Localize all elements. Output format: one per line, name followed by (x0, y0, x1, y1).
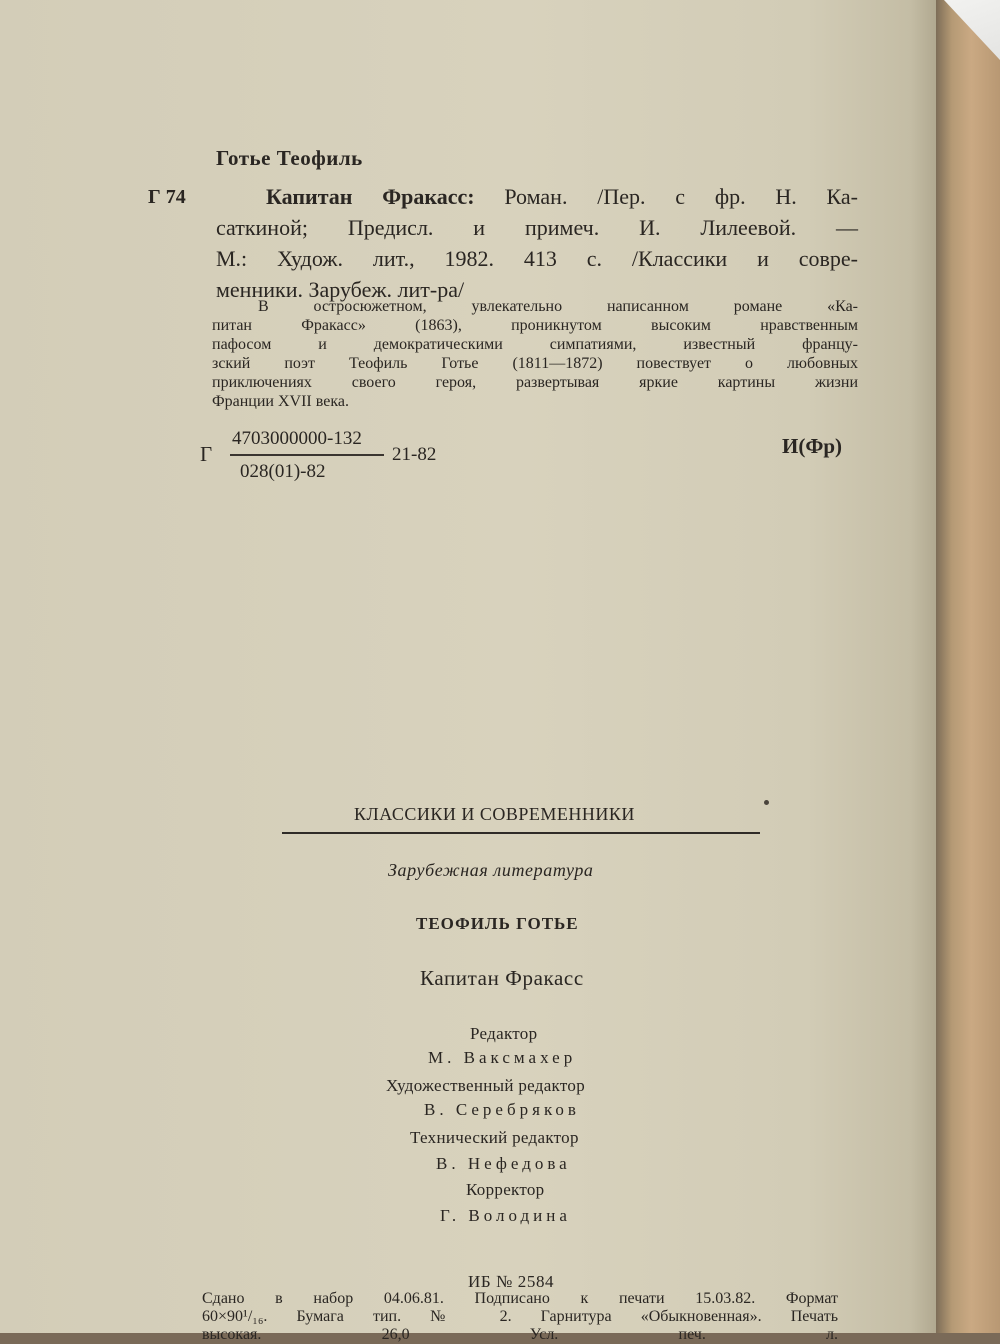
series-rule (282, 832, 760, 834)
bib-line (216, 181, 858, 212)
imprint-line: 60×90¹/₁₆. Бумага тип. № 2. Гарнитура «Обыкновенная». Печать (202, 1308, 838, 1325)
annotation-line: приключениях своего героя, развертывая яркие картины жизни (212, 374, 858, 391)
index-numerator: 4703000000-132 (232, 428, 362, 449)
annotation-line: Франции XVII века. (212, 393, 349, 410)
bib-line: М.: Худож. лит., 1982. 413 с. /Классики и совре- (216, 246, 858, 271)
annotation-line: зский поэт Теофиль Готье (1811—1872) повествует о любовных (212, 355, 858, 372)
credit-role-proofreader: Корректор (466, 1180, 545, 1199)
colophon-title: Капитан Фракасс (420, 966, 584, 990)
credit-role-tech-editor: Технический редактор (410, 1128, 579, 1147)
index-denominator: 028(01)-82 (240, 461, 326, 482)
annotation-line: питан Фракасс» (1863), проникнутом высоким нравственным (212, 317, 858, 334)
imprint-line: Сдано в набор 04.06.81. Подписано к печати 15.03.82. Формат (202, 1290, 838, 1307)
annotation-line: В остросюжетном, увлекательно написанном романе «Ка- (258, 298, 858, 315)
catalog-author: Готье Теофиль (216, 146, 363, 170)
bib-line: менники. Зарубеж. лит-ра/ (216, 277, 465, 302)
credit-role-art-editor: Художественный редактор (386, 1076, 585, 1095)
classification-code: И(Фр) (782, 434, 843, 458)
credit-name-proofreader: Г. Володина (440, 1206, 571, 1225)
credit-name-editor: М. Ваксмахер (428, 1048, 577, 1067)
bib-line-text: Роман. /Пер. с фр. Н. Ка- (474, 184, 858, 209)
annotation-line: пафосом и демократическими симпатиями, известный францу- (212, 336, 858, 353)
ib-number: ИБ № 2584 (468, 1272, 555, 1291)
bib-line: саткиной; Предисл. и примеч. И. Лилеевой. — (216, 215, 858, 240)
bibliographic-entry (216, 181, 858, 305)
catalog-code: Г 74 (148, 186, 186, 208)
book-edge (936, 0, 1000, 1333)
colophon-author: ТЕОФИЛЬ ГОТЬЕ (416, 914, 579, 933)
index-letter: Г (200, 442, 213, 466)
credit-role-editor: Редактор (470, 1024, 538, 1043)
credit-name-tech-editor: В. Нефедова (436, 1154, 571, 1173)
ink-speck (764, 800, 769, 805)
index-suffix: 21-82 (392, 444, 437, 465)
imprint (202, 1290, 838, 1344)
fraction-line (230, 454, 384, 456)
series-title: КЛАССИКИ И СОВРЕМЕННИКИ (354, 804, 635, 824)
imprint-line: высокая. 26,0 Усл. печ. л. (202, 1326, 838, 1343)
credit-name-art-editor: В. Серебряков (424, 1100, 580, 1119)
subseries-title: Зарубежная литература (388, 860, 594, 880)
annotation (212, 297, 858, 411)
bib-title: Капитан Фракасс: (266, 184, 475, 209)
